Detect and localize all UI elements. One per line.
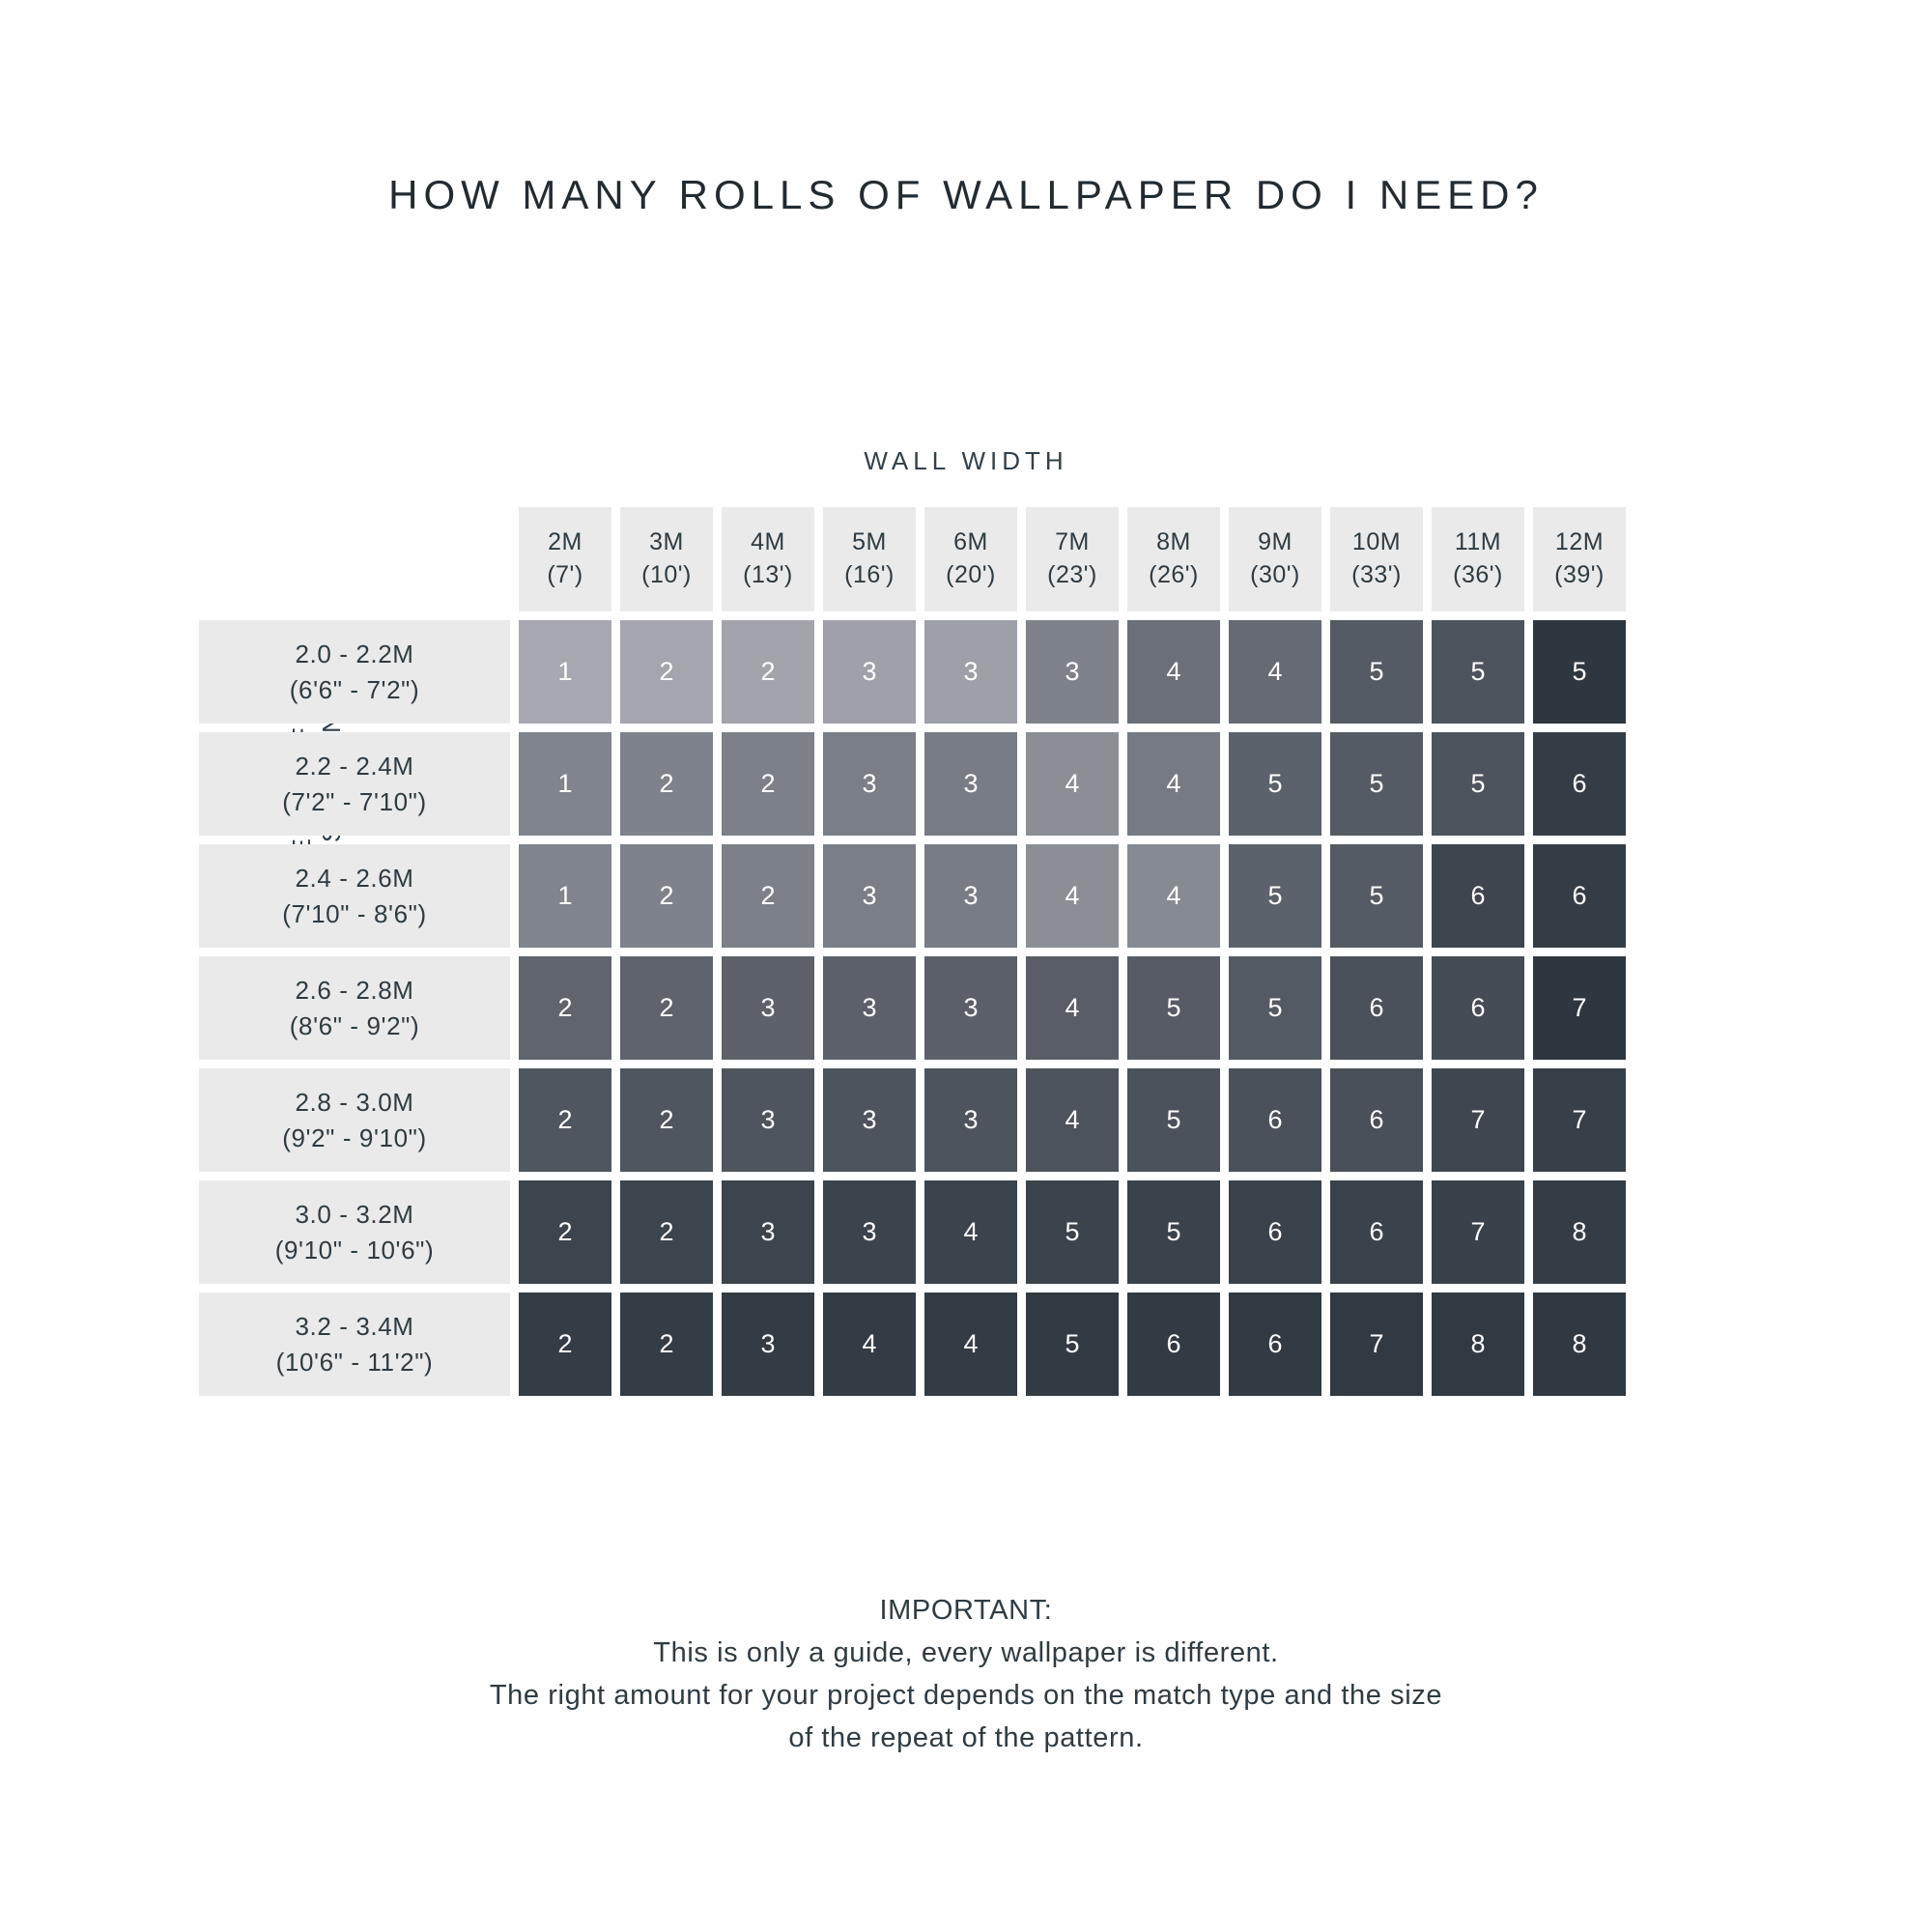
column-header-feet: (13') bbox=[743, 561, 793, 588]
matrix-cell: 3 bbox=[924, 1068, 1017, 1172]
row-header-feet: (7'10" - 8'6") bbox=[282, 898, 427, 928]
matrix-row bbox=[199, 844, 1626, 948]
matrix-cell: 3 bbox=[1026, 620, 1119, 724]
matrix-row bbox=[199, 1068, 1626, 1172]
column-header-feet: (33') bbox=[1351, 561, 1402, 588]
column-header bbox=[823, 507, 916, 611]
column-header bbox=[1432, 507, 1524, 611]
matrix-cell: 3 bbox=[722, 1180, 814, 1284]
matrix-corner bbox=[199, 507, 510, 611]
matrix-cell: 2 bbox=[620, 844, 713, 948]
matrix-cell: 1 bbox=[519, 844, 611, 948]
matrix-head bbox=[199, 507, 1626, 611]
matrix-cell: 4 bbox=[1026, 1068, 1119, 1172]
row-header bbox=[199, 844, 510, 948]
matrix-cell: 6 bbox=[1432, 956, 1524, 1060]
matrix-cell: 7 bbox=[1533, 956, 1626, 1060]
matrix-cell: 2 bbox=[722, 844, 814, 948]
matrix-cell: 2 bbox=[519, 1068, 611, 1172]
matrix-cell: 5 bbox=[1229, 732, 1321, 836]
matrix-cell: 5 bbox=[1127, 956, 1220, 1060]
matrix-row bbox=[199, 1180, 1626, 1284]
column-header bbox=[1026, 507, 1119, 611]
matrix-cell: 4 bbox=[1026, 844, 1119, 948]
matrix-cell: 3 bbox=[823, 1180, 916, 1284]
matrix-cell: 7 bbox=[1432, 1068, 1524, 1172]
matrix-cell: 3 bbox=[924, 732, 1017, 836]
column-header-feet: (26') bbox=[1149, 561, 1199, 588]
row-header bbox=[199, 620, 510, 724]
matrix-cell: 2 bbox=[519, 1293, 611, 1396]
footer-important: IMPORTANT: bbox=[879, 1595, 1053, 1626]
matrix-body bbox=[199, 620, 1626, 1396]
matrix-cell: 8 bbox=[1533, 1180, 1626, 1284]
matrix-cell: 3 bbox=[823, 956, 916, 1060]
matrix-cell: 5 bbox=[1432, 620, 1524, 724]
row-header-feet: (7'2" - 7'10") bbox=[282, 786, 427, 816]
column-header-metres: 4M bbox=[751, 528, 785, 556]
column-header bbox=[722, 507, 814, 611]
column-header-feet: (10') bbox=[641, 561, 692, 588]
matrix-cell: 5 bbox=[1432, 732, 1524, 836]
matrix-cell: 6 bbox=[1330, 1068, 1423, 1172]
matrix-cell: 3 bbox=[823, 844, 916, 948]
matrix-cell: 7 bbox=[1432, 1180, 1524, 1284]
matrix-cell: 3 bbox=[722, 1068, 814, 1172]
row-header-metres: 2.4 - 2.6M bbox=[295, 864, 414, 894]
matrix-cell: 4 bbox=[1026, 956, 1119, 1060]
row-header bbox=[199, 1180, 510, 1284]
matrix-cell: 2 bbox=[519, 956, 611, 1060]
column-header bbox=[1229, 507, 1321, 611]
matrix-cell: 3 bbox=[924, 620, 1017, 724]
matrix-cell: 5 bbox=[1127, 1180, 1220, 1284]
row-header-metres: 2.6 - 2.8M bbox=[295, 976, 414, 1006]
matrix-cell: 1 bbox=[519, 732, 611, 836]
matrix-cell: 3 bbox=[823, 732, 916, 836]
matrix-cell: 3 bbox=[924, 844, 1017, 948]
column-header-metres: 8M bbox=[1156, 528, 1191, 556]
row-header-metres: 3.2 - 3.4M bbox=[295, 1312, 414, 1342]
column-header bbox=[1533, 507, 1626, 611]
matrix-row bbox=[199, 732, 1626, 836]
matrix-cell: 6 bbox=[1330, 956, 1423, 1060]
row-header-metres: 3.0 - 3.2M bbox=[295, 1200, 414, 1230]
matrix-row bbox=[199, 956, 1626, 1060]
column-header bbox=[1127, 507, 1220, 611]
matrix-cell: 2 bbox=[620, 1068, 713, 1172]
column-header-metres: 12M bbox=[1554, 528, 1605, 556]
matrix-cell: 5 bbox=[1330, 732, 1423, 836]
matrix-cell: 6 bbox=[1533, 844, 1626, 948]
matrix-cell: 3 bbox=[924, 956, 1017, 1060]
row-header bbox=[199, 1293, 510, 1396]
row-header-feet: (9'10" - 10'6") bbox=[274, 1235, 435, 1264]
column-header-feet: (20') bbox=[946, 561, 996, 588]
matrix-cell: 6 bbox=[1432, 844, 1524, 948]
matrix-cell: 6 bbox=[1229, 1180, 1321, 1284]
row-header-metres: 2.0 - 2.2M bbox=[295, 639, 414, 669]
column-header-metres: 6M bbox=[953, 528, 988, 556]
matrix-cell: 1 bbox=[519, 620, 611, 724]
matrix-cell: 4 bbox=[823, 1293, 916, 1396]
row-header-metres: 2.8 - 3.0M bbox=[295, 1088, 414, 1118]
column-header-metres: 7M bbox=[1055, 528, 1090, 556]
matrix-cell: 4 bbox=[1127, 844, 1220, 948]
footer-line-2: The right amount for your project depends on the match type and the size bbox=[489, 1680, 1443, 1712]
matrix-cell: 2 bbox=[620, 620, 713, 724]
row-header-metres: 2.2 - 2.4M bbox=[295, 752, 414, 781]
matrix-cell: 4 bbox=[1127, 620, 1220, 724]
column-header-feet: (39') bbox=[1554, 561, 1605, 588]
matrix-cell: 7 bbox=[1533, 1068, 1626, 1172]
row-header bbox=[199, 732, 510, 836]
row-header bbox=[199, 956, 510, 1060]
matrix-cell: 3 bbox=[823, 1068, 916, 1172]
matrix-cell: 6 bbox=[1533, 732, 1626, 836]
matrix-cell: 8 bbox=[1432, 1293, 1524, 1396]
matrix-cell: 3 bbox=[722, 956, 814, 1060]
matrix-cell: 6 bbox=[1229, 1068, 1321, 1172]
matrix-cell: 7 bbox=[1330, 1293, 1423, 1396]
matrix-cell: 5 bbox=[1229, 844, 1321, 948]
matrix-cell: 2 bbox=[722, 620, 814, 724]
row-header-feet: (8'6" - 9'2") bbox=[289, 1010, 420, 1040]
column-header-feet: (16') bbox=[844, 561, 895, 588]
matrix-cell: 5 bbox=[1533, 620, 1626, 724]
footer-line-3: of the repeat of the pattern. bbox=[788, 1722, 1144, 1754]
matrix-cell: 5 bbox=[1330, 844, 1423, 948]
matrix-cell: 5 bbox=[1026, 1180, 1119, 1284]
matrix-cell: 2 bbox=[722, 732, 814, 836]
row-header-feet: (6'6" - 7'2") bbox=[289, 674, 420, 704]
column-header-metres: 2M bbox=[548, 528, 582, 556]
column-header-feet: (36') bbox=[1453, 561, 1503, 588]
column-header-metres: 9M bbox=[1258, 528, 1293, 556]
column-header bbox=[519, 507, 611, 611]
column-header bbox=[620, 507, 713, 611]
matrix-cell: 3 bbox=[823, 620, 916, 724]
column-header bbox=[1330, 507, 1423, 611]
matrix-cell: 6 bbox=[1127, 1293, 1220, 1396]
matrix-cell: 2 bbox=[620, 956, 713, 1060]
column-header-feet: (23') bbox=[1047, 561, 1097, 588]
matrix-cell: 2 bbox=[620, 1293, 713, 1396]
footer-note bbox=[0, 1589, 1932, 1759]
row-header bbox=[199, 1068, 510, 1172]
column-header-feet: (30') bbox=[1250, 561, 1300, 588]
matrix-cell: 2 bbox=[620, 732, 713, 836]
matrix-row bbox=[199, 1293, 1626, 1396]
matrix-header-row bbox=[199, 507, 1626, 611]
matrix-cell: 6 bbox=[1229, 1293, 1321, 1396]
matrix-cell: 3 bbox=[722, 1293, 814, 1396]
matrix-cell: 4 bbox=[1026, 732, 1119, 836]
matrix-cell: 8 bbox=[1533, 1293, 1626, 1396]
matrix-cell: 5 bbox=[1330, 620, 1423, 724]
matrix-cell: 5 bbox=[1026, 1293, 1119, 1396]
column-header-metres: 10M bbox=[1351, 528, 1402, 556]
matrix-cell: 2 bbox=[519, 1180, 611, 1284]
matrix-table bbox=[190, 498, 1634, 1405]
row-header-feet: (10'6" - 11'2") bbox=[275, 1347, 434, 1377]
column-header bbox=[924, 507, 1017, 611]
rolls-matrix bbox=[190, 498, 1634, 1405]
page-title: HOW MANY ROLLS OF WALLPAPER DO I NEED? bbox=[388, 172, 1544, 217]
matrix-cell: 4 bbox=[924, 1180, 1017, 1284]
matrix-cell: 2 bbox=[620, 1180, 713, 1284]
matrix-cell: 4 bbox=[1229, 620, 1321, 724]
matrix-cell: 4 bbox=[1127, 732, 1220, 836]
matrix-cell: 5 bbox=[1127, 1068, 1220, 1172]
column-header-metres: 3M bbox=[649, 528, 684, 556]
column-header-metres: 11M bbox=[1454, 528, 1502, 556]
column-header-metres: 5M bbox=[852, 528, 887, 556]
row-header-feet: (9'2" - 9'10") bbox=[282, 1122, 427, 1152]
matrix-cell: 5 bbox=[1229, 956, 1321, 1060]
matrix-row bbox=[199, 620, 1626, 724]
footer-line-1: This is only a guide, every wallpaper is different. bbox=[653, 1637, 1279, 1669]
column-header-feet: (7') bbox=[547, 561, 583, 588]
matrix-cell: 6 bbox=[1330, 1180, 1423, 1284]
matrix-cell: 4 bbox=[924, 1293, 1017, 1396]
x-axis-label: WALL WIDTH bbox=[864, 446, 1068, 475]
